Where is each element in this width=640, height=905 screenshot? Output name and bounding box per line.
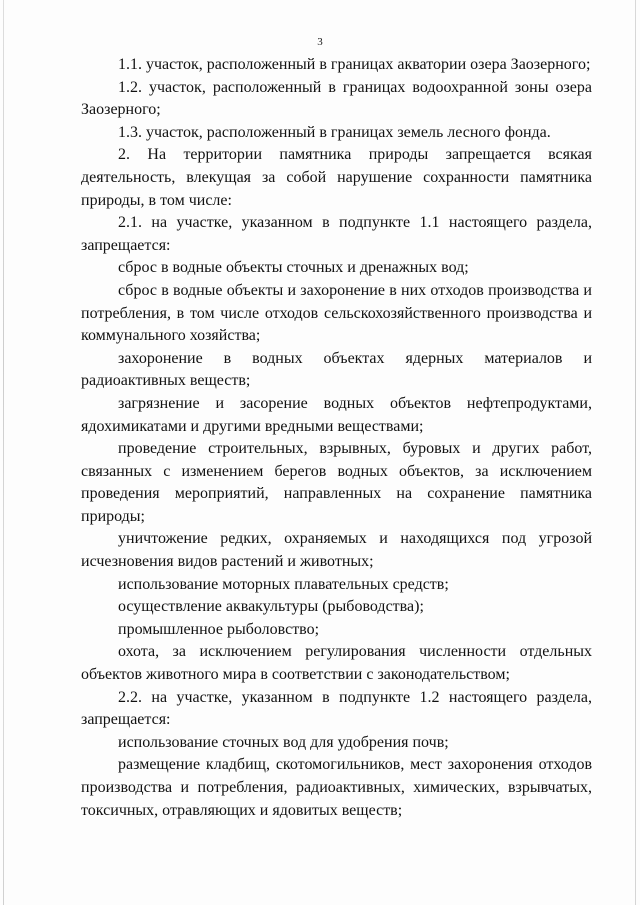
prohibition-item: загрязнение и засорение водных объектов нефтепродуктами, ядохимикатами и другими вредными веществами;	[81, 394, 592, 435]
paragraph-1-1: 1.1. участок, расположенный в границах акватории озера Заозерного;	[118, 56, 591, 73]
prohibition-item: сброс в водные объекты и захоронение в них отходов производства и потребления, в том числе отходов сельскохозяйственного производства и коммунального хозяйства;	[81, 281, 592, 345]
scan-edge-right	[635, 0, 636, 905]
prohibition-item: охота, за исключением регулирования численности отдельных объектов животного мира в соответствии с законодательством;	[81, 643, 592, 684]
page-number: 3	[317, 36, 323, 48]
prohibition-item: уничтожение редких, охраняемых и находящихся под угрозой исчезновения видов растений и животных;	[81, 530, 592, 571]
document-body	[81, 54, 592, 822]
prohibition-item: осуществление аквакультуры (рыбоводства);	[118, 598, 424, 616]
prohibition-item: использование моторных плавательных средств;	[118, 575, 449, 593]
paragraph-1-3: 1.3. участок, расположенный в границах земель лесного фонда.	[118, 123, 551, 141]
paragraph-1-2: 1.2. участок, расположенный в границах водоохранной зоны озера Заозерного;	[81, 78, 592, 119]
scan-edge-left	[3, 0, 4, 905]
prohibition-item: сброс в водные объекты сточных и дренажных вод;	[118, 259, 469, 277]
prohibition-item: размещение кладбищ, скотомогильников, мест захоронения отходов производства и потребления, радиоактивных, химических, взрывчатых, токсичных, отравляющих и ядовитых веществ;	[81, 756, 592, 819]
paragraph-2-2: 2.2. на участке, указанном в подпункте 1.2 настоящего раздела, запрещается:	[81, 688, 592, 729]
prohibition-item: промышленное рыболовство;	[118, 620, 320, 638]
prohibition-item: проведение строительных, взрывных, буровых и других работ, связанных с изменением берегов водных объектов, за исключением проведения мероприятий, направленных на сохранение памятника природы;	[81, 440, 592, 525]
paragraph-2-1: 2.1. на участке, указанном в подпункте 1.1 настоящего раздела, запрещается:	[81, 214, 592, 254]
prohibition-item: использование сточных вод для удобрения почв;	[118, 733, 449, 751]
paragraph-2: 2. На территории памятника природы запрещается всякая деятельность, влекущая за собой нарушение сохранности памятника природы, в том числе:	[81, 146, 592, 209]
prohibition-item: захоронение в водных объектах ядерных материалов и радиоактивных веществ;	[81, 349, 592, 390]
